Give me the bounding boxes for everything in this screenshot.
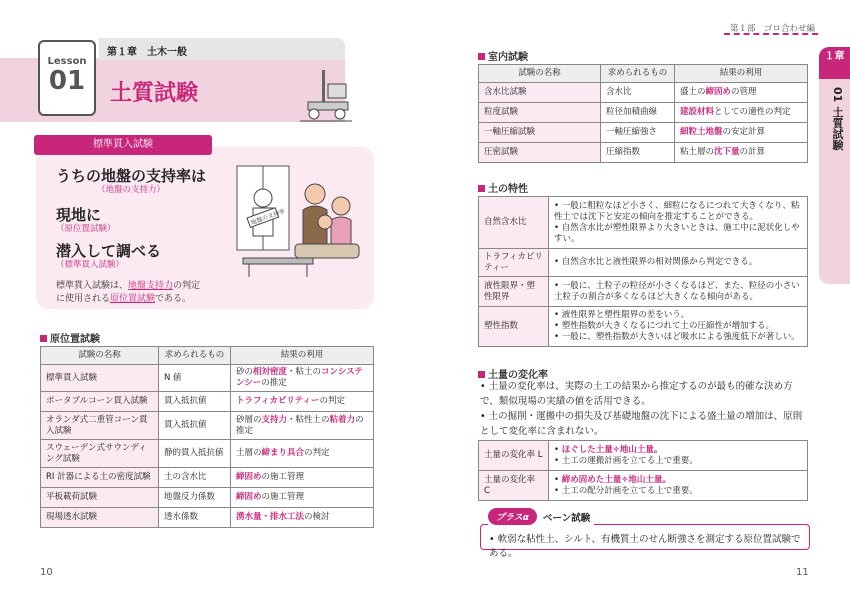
test-obtain: 静的貫入抵抗値	[159, 440, 231, 468]
test-obtain: 一軸圧縮強さ	[601, 123, 675, 143]
lesson-number: 01	[48, 66, 86, 96]
drill-machine-illustration	[300, 66, 352, 124]
table-row	[41, 468, 374, 488]
test-name: 一軸圧縮試験	[479, 123, 601, 143]
test-use: 土層の締まり具合の判定	[231, 440, 374, 468]
mnemonic-3: 潜入して調べる	[56, 242, 162, 260]
table-row	[41, 440, 374, 468]
test-name: 平板載荷試験	[41, 488, 159, 508]
test-use: 湧水量・排水工法の検討	[231, 508, 374, 528]
test-use: 砂層の支持力・粘性土の粘着力の推定	[231, 412, 374, 440]
family-illustration	[215, 162, 370, 287]
table-row	[479, 103, 808, 123]
col-header: 求められるもの	[601, 65, 675, 83]
table-row	[479, 441, 808, 471]
table-row	[479, 123, 808, 143]
test-obtain: 地盤反力係数	[159, 488, 231, 508]
property-desc: • 一般に、土粒子の粒径が小さくなるほど、また、粒径の小さい土粒子の割合が多くなるほど大きくなる傾向がある。	[549, 277, 808, 307]
lab-test-table	[478, 64, 808, 163]
lesson-word: Lesson	[47, 56, 87, 67]
desc-text: の判定	[173, 281, 201, 291]
plus-alpha-label	[488, 508, 594, 525]
test-use: 砂の相対密度・粘土のコンシステンシーの推定	[231, 365, 374, 392]
property-name: トラフィカビリティー	[479, 249, 549, 277]
soil-properties-table	[478, 196, 808, 347]
test-name: 粒度試験	[479, 103, 601, 123]
ratio-desc: • 締め固めた土量÷地山土量。 • 土工の配分計画を立てる上で重要。	[549, 471, 808, 501]
table-header-row	[479, 65, 808, 83]
lesson-badge	[38, 40, 96, 116]
test-name: 含水比試験	[479, 83, 601, 103]
test-name: 現場透水試験	[41, 508, 159, 528]
col-header: 結果の利用	[231, 347, 374, 365]
topic-tab: 標準貫入試験	[34, 135, 212, 155]
table-header-row	[41, 347, 374, 365]
section-title-lab: 室内試験	[478, 48, 528, 63]
test-obtain: 透水係数	[159, 508, 231, 528]
chapter-label: 第１章 土木一般	[99, 38, 345, 60]
test-name: オランダ式二重管コーン貫入試験	[41, 412, 159, 440]
table-row	[41, 412, 374, 440]
test-name: 圧密試験	[479, 143, 601, 163]
test-obtain: 圧縮指数	[601, 143, 675, 163]
col-header: 結果の利用	[675, 65, 808, 83]
test-obtain: 粒径加積曲線	[601, 103, 675, 123]
property-name: 自然含水比	[479, 197, 549, 249]
chapter-side-tab	[819, 47, 850, 284]
test-use: 盛土の締固めの管理	[675, 83, 808, 103]
test-use: 締固めの施工管理	[231, 488, 374, 508]
col-header: 求められるもの	[159, 347, 231, 365]
volume-change-table	[478, 440, 808, 501]
in-situ-table	[40, 346, 374, 528]
mnemonic-1: うちの地盤の支持率は	[56, 167, 207, 185]
section-title-soil-properties: 土の特性	[478, 180, 528, 195]
header-dash	[724, 33, 818, 35]
property-desc: • 液性限界と塑性限界の差をいう。 • 塑性指数が大きくなるにつれて土の圧縮性が増加する。 • 一般に、塑性指数が大きいほど吸水による強度低下が著しい。	[549, 307, 808, 347]
property-desc: • 自然含水比と液性限界の相対関係から判定できる。	[549, 249, 808, 277]
test-use: 細粒土地盤の安定計算	[675, 123, 808, 143]
chapter-tab-title: 01 土質試験	[831, 87, 844, 151]
chapter-tab-number: １章	[819, 47, 850, 79]
table-row	[479, 249, 808, 277]
property-desc: • 一般に粗粒なほど小さく、細粒になるにつれて大きくなり、粘性土では沈下と安定の傾向を推定することができる。 • 自然含水比が塑性限界より大きいときは、施工中に泥状化しやすい。	[549, 197, 808, 249]
table-row	[479, 307, 808, 347]
ratio-name: 土量の変化率 C	[479, 471, 549, 501]
section-title-in-situ: 原位置試験	[40, 330, 100, 345]
desc-highlight: 原位置試験	[110, 294, 156, 304]
table-row	[41, 365, 374, 392]
table-row	[479, 143, 808, 163]
col-header: 試験の名称	[479, 65, 601, 83]
property-name: 液性限界・塑性限界	[479, 277, 549, 307]
table-row	[479, 277, 808, 307]
test-obtain: 貫入抵抗値	[159, 412, 231, 440]
plus-alpha-title: ベーン試験	[542, 512, 591, 524]
test-obtain: N 値	[159, 365, 231, 392]
plus-alpha-pill: プラスα	[488, 508, 537, 525]
test-obtain: 土の含水比	[159, 468, 231, 488]
table-row	[41, 508, 374, 528]
table-row	[479, 83, 808, 103]
test-obtain: 貫入抵抗値	[159, 392, 231, 412]
desc-text: に使用される	[56, 294, 111, 304]
page-number-right: 11	[796, 567, 809, 578]
test-name: 標準貫入試験	[41, 365, 159, 392]
test-use: 建設材料としての適性の判定	[675, 103, 808, 123]
volume-bullet-2: • 土の掘削・運搬中の損失及び基礎地盤の沈下による盛土量の増加は、原則として変化率に含まれない。	[480, 411, 803, 437]
lesson-title: 土質試験	[110, 81, 199, 106]
col-header: 試験の名称	[41, 347, 159, 365]
mnemonic-1-sub: （地盤の支持力）	[97, 185, 166, 195]
table-row	[479, 197, 808, 249]
property-name: 塑性指数	[479, 307, 549, 347]
volume-bullet-1: • 土量の変化率は、実際の土工の結果から推定するのが最も的確な決め方で、類似現場の実績の値を活用できる。	[480, 381, 793, 407]
part-header: 第１部 ゴロ合わせ編	[730, 24, 816, 34]
desc-text: である。	[155, 294, 192, 304]
mnemonic-2-sub: （原位置試験）	[56, 224, 116, 234]
desc-text: 標準貫入試験は、	[56, 281, 129, 291]
table-row	[41, 392, 374, 412]
test-name: ポータブルコーン貫入試験	[41, 392, 159, 412]
mnemonic-2: 現地に	[56, 206, 102, 224]
test-name: スウェーデン式サウンディング試験	[41, 440, 159, 468]
ratio-desc: • ほぐした土量÷地山土量。 • 土工の運搬計画を立てる上で重要。	[549, 441, 808, 471]
desc-highlight: 地盤支持力	[128, 281, 174, 291]
test-obtain: 含水比	[601, 83, 675, 103]
sign-text: 地盤の支持率	[249, 207, 287, 227]
table-row	[479, 471, 808, 501]
page-number-left: 10	[40, 567, 53, 578]
table-row	[41, 488, 374, 508]
test-name: RI 計器による土の密度試験	[41, 468, 159, 488]
plus-alpha-text: 軟弱な粘性土、シルト、有機質土のせん断強さを測定する原位置試験である。	[489, 534, 801, 559]
ratio-name: 土量の変化率 L	[479, 441, 549, 471]
mnemonic-3-sub: （標準貫入試験）	[56, 260, 125, 270]
test-use: 締固めの施工管理	[231, 468, 374, 488]
test-use: トラフィカビリティーの判定	[231, 392, 374, 412]
plus-alpha-box: • 軟弱な粘性土、シルト、有機質土のせん断強さを測定する原位置試験である。	[480, 524, 810, 550]
topic-description	[56, 280, 236, 306]
test-use: 粘土層の沈下量の計算	[675, 143, 808, 163]
section-title-volume-change: 土量の変化率	[478, 366, 548, 381]
